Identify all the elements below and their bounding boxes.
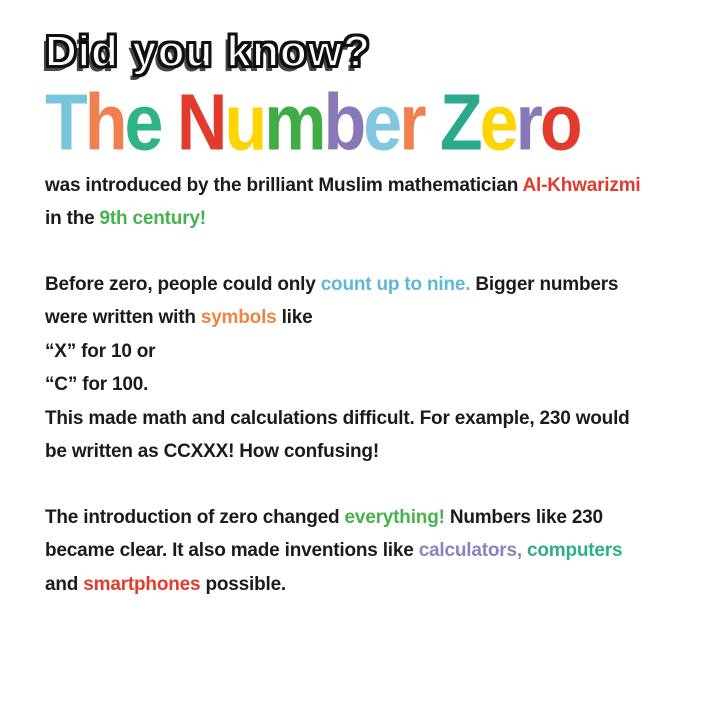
text-segment: Bigger numbers: [470, 273, 619, 295]
text-segment: Before zero, people could only: [45, 273, 321, 295]
paragraph: [45, 268, 685, 469]
text-segment: computers: [527, 540, 623, 562]
text-line: [45, 435, 685, 469]
title-letter: [160, 77, 176, 166]
text-segment: possible.: [200, 573, 287, 595]
text-segment: calculators,: [418, 540, 522, 562]
title-letter: e: [124, 77, 161, 167]
text-line: [45, 268, 685, 302]
text-segment: be written as CCXXX! How confusing!: [45, 441, 379, 463]
title-letter: r: [515, 77, 540, 167]
text-line: [45, 368, 685, 402]
main-title: [45, 77, 580, 167]
body-paragraphs: [45, 169, 685, 602]
paragraph: [45, 501, 685, 602]
text-segment: smartphones: [83, 573, 201, 595]
text-line: [45, 402, 685, 436]
title-letter: h: [84, 77, 125, 167]
infographic-content: [45, 26, 685, 601]
title-letter: T: [45, 77, 85, 167]
text-segment: 9th century!: [99, 208, 206, 230]
text-segment: Al-Khwarizmi: [522, 174, 641, 196]
text-line: [45, 335, 685, 369]
text-segment: in the: [45, 208, 100, 230]
text-line: [45, 202, 685, 236]
title-letter: u: [224, 77, 265, 167]
text-segment: everything!: [344, 506, 445, 528]
text-segment: “C” for 100.: [45, 374, 149, 396]
text-line: [45, 301, 685, 335]
text-segment: The introduction of zero changed: [45, 506, 345, 528]
text-segment: symbols: [200, 307, 277, 329]
title-letter: r: [399, 77, 424, 167]
title-letter: o: [539, 77, 580, 167]
text-line: [45, 169, 685, 203]
did-you-know-heading: Did you know?: [45, 27, 371, 76]
title-letter: N: [176, 77, 225, 167]
title-letter: e: [363, 77, 400, 167]
text-segment: count up to nine.: [320, 273, 471, 295]
text-segment: and: [45, 573, 84, 595]
text-segment: was introduced by the brilliant Muslim mathematician: [45, 174, 523, 196]
title-letter: b: [323, 77, 364, 167]
text-segment: became clear. It also made inventions like: [45, 540, 419, 562]
text-segment: were written with: [45, 307, 201, 329]
text-line: [45, 568, 685, 602]
text-line: [45, 534, 685, 568]
title-letter: Z: [439, 77, 480, 167]
title-letter: e: [479, 77, 516, 167]
paragraph: [45, 169, 685, 236]
title-letter: m: [264, 77, 324, 167]
text-segment: This made math and calculations difficult. For example, 230 would: [45, 407, 630, 429]
text-segment: Numbers like 230: [444, 506, 603, 528]
text-segment: “X” for 10 or: [45, 340, 156, 362]
text-segment: like: [276, 307, 313, 329]
title-letter: [423, 77, 439, 166]
text-line: [45, 501, 685, 535]
